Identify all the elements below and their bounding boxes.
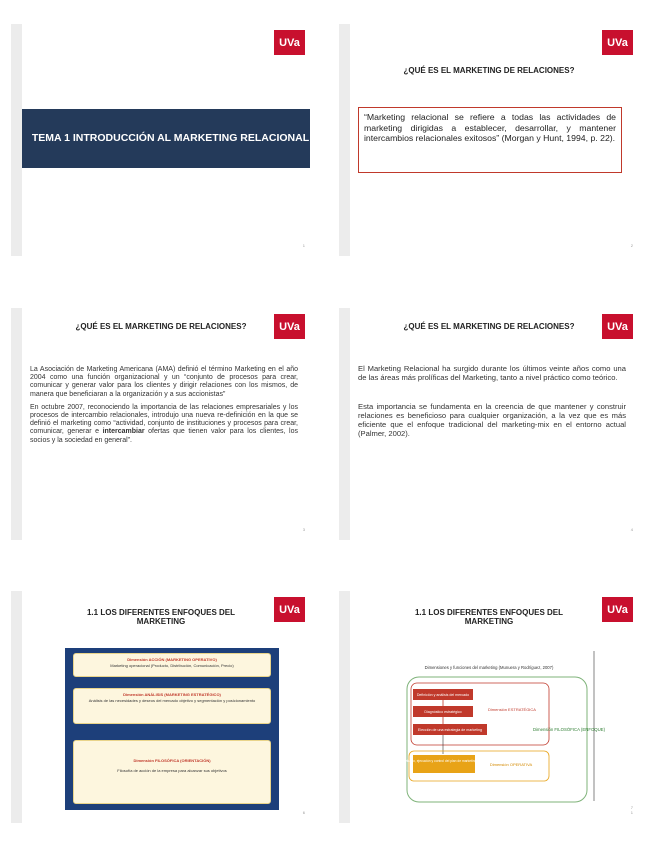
uva-logo: UVa [602,30,633,55]
slide-1-title-banner [22,109,310,168]
slide-2-title: ¿QUÉ ES EL MARKETING DE RELACIONES? [403,66,575,75]
uva-logo: UVa [274,597,305,622]
slide-5-thumbnail[interactable] [11,591,310,823]
slide-1-thumbnail[interactable] [11,24,310,256]
slide-5-title: 1.1 LOS DIFERENTES ENFOQUES DEL MARKETING [86,608,236,626]
box-heading: Dimensión FILOSÓFICA (ORIENTACIÓN) [133,758,211,763]
step-label: Diagnóstico estratégico [424,710,462,714]
page-number: 6 [302,810,305,815]
slide-3-body [30,366,298,450]
dimension-philosophical-box [73,740,271,804]
paragraph: La Asociación de Marketing Americana (AMA) definió el término Marketing en el año 2004 como una función organizacional y un “conjunto de procesos para crear, comunicar y generar valor para los clientes y dirigir relaciones con los mismos, de manera que beneficiaran a la organización y a sus accionistas” [30,366,298,398]
dimension-action-box [73,653,271,677]
step-label: Definición y análisis del mercado [416,693,470,697]
box-text: Marketing operacional (Producto, Distribución, Comunicación, Precio) [110,663,234,668]
slide-4-body [358,364,626,443]
uva-logo: UVa [602,597,633,622]
slide-4-thumbnail[interactable] [339,308,638,540]
definition-quote-box: “Marketing relacional se refiere a todas las actividades de marketing dirigidas a establecer, desarrollar, y mantener intercambios relacionales exitosos” (Morgan y Hunt, 1994, p. 22). [358,107,622,173]
slide-6-thumbnail[interactable] [339,591,638,823]
box-text: Análisis de las necesidades y deseos del mercado objetivo y segmentación y posicionamiento [88,698,256,703]
paragraph [30,404,298,445]
step-label: Diseño, ejecución y control del plan de marketing-MIX [404,759,484,763]
marketing-dimensions-figure [65,648,279,810]
page-number: 3 [302,527,305,532]
step-mix-plan [413,755,475,773]
uva-logo: UVa [274,30,305,55]
uva-logo: UVa [602,314,633,339]
box-heading: Dimensión ACCIÓN (MARKETING OPERATIVO) [127,657,217,662]
bold-text: intercambiar [102,428,145,436]
text-run: En octubre 2007, reconociendo la importancia de las relaciones empresariales y los procesos de intercambio relacionales, introdujo una nueva re-definición en la que se definió el marketing como “actividad, conjunto de instituciones y procesos para crear, comunicar, generar e [30,403,298,436]
dimension-label: Dimensión FILOSÓFICA (ENFOQUE) [532,727,606,732]
dimension-label: Dimensión ESTRATÉGICA [488,707,536,712]
page-number: 1 [302,243,305,248]
slide-2-thumbnail[interactable] [339,24,638,256]
page-number: 4 [630,527,633,532]
page-number: 2 [630,243,633,248]
slide-3-thumbnail[interactable] [11,308,310,540]
dimension-analysis-box [73,688,271,724]
slide-1-title: TEMA 1 INTRODUCCIÓN AL MARKETING RELACIONAL [31,132,310,144]
slide-4-title: ¿QUÉ ES EL MARKETING DE RELACIONES? [403,322,575,331]
page-number: 7 1 [630,805,633,815]
marketing-functions-diagram [399,647,609,815]
step-label: Elección de una estrategia de marketing [417,728,483,732]
slide-3-title: ¿QUÉ ES EL MARKETING DE RELACIONES? [75,322,247,331]
box-heading: Dimensión ANÁLISIS (MARKETING ESTRATÉGICO) [123,692,221,697]
paragraph: Esta importancia se fundamenta en la creencia de que mantener y construir relaciones es beneficioso para cualquier organización, a la vez que es más eficiente que el enfoque tradicional del marketing-mix en el entorno actual (Palmer, 2002). [358,402,626,438]
box-text: Filosofía de acción de la empresa para alcanzar sus objetivos [117,768,227,773]
text-run: ofertas que tienen valor para los clientes, los socios y la sociedad en general”. [30,428,298,444]
diagram-caption: Dimensiones y funciones del marketing (Munuera y Rodríguez, 2007) [424,665,554,670]
paragraph: El Marketing Relacional ha surgido durante los últimos veinte años como una de las áreas más prolíficas del Marketing, tanto a nivel práctico como teórico. [358,364,626,382]
uva-logo: UVa [274,314,305,339]
slide-6-title: 1.1 LOS DIFERENTES ENFOQUES DEL MARKETING [414,608,564,626]
dimension-label: Dimensión OPERATIVA [489,762,533,767]
